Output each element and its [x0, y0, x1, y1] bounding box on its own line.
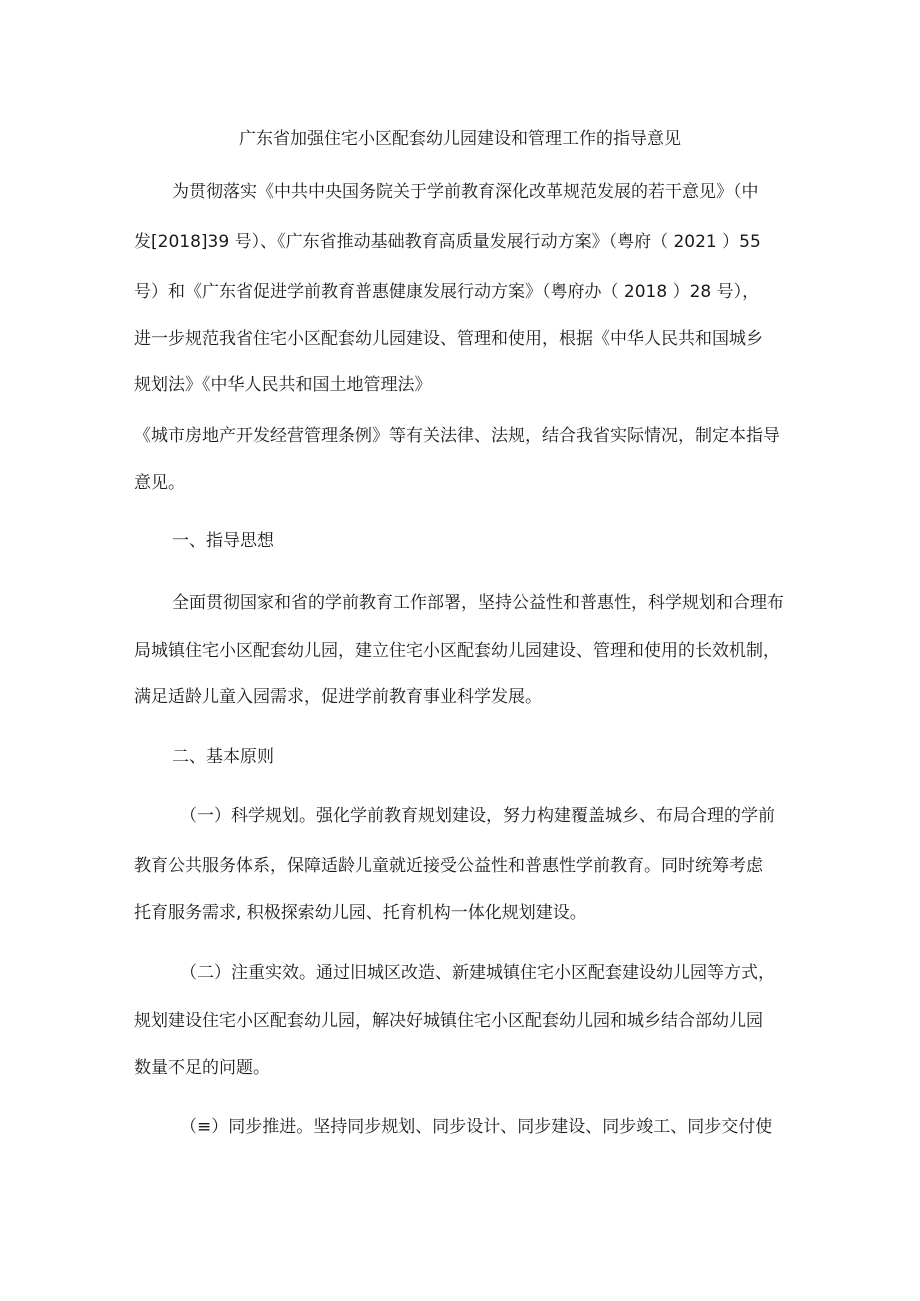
section1-line-1: 全面贯彻国家和省的学前教育工作部署，坚持公益性和普惠性，科学规划和合理布 [172, 593, 784, 613]
principle-2-line-1: （二）注重实效。通过旧城区改造、新建城镇住宅小区配套建设幼儿园等方式， [180, 963, 775, 983]
intro-line-2: 发[2018]39 号）、《广东省推动基础教育高质量发展行动方案》（粤府（ 2021 ）55 [134, 232, 761, 252]
intro-line-1: 为贯彻落实《中共中央国务院关于学前教育深化改革规范发展的若干意见》（中 [172, 182, 759, 202]
intro-line-5: 规划法》《中华人民共和国土地管理法》 [134, 375, 432, 395]
section-heading-guiding-ideology: 一、指导思想 [172, 531, 274, 551]
principle-1-line-3: 托育服务需求, 积极探索幼儿园、托育机构一体化规划建设。 [134, 903, 587, 923]
intro-line-6: 《城市房地产开发经营管理条例》等有关法律、法规，结合我省实际情况，制定本指导 [134, 426, 780, 446]
intro-line-7: 意见。 [134, 473, 185, 493]
intro-line-4: 进一步规范我省住宅小区配套幼儿园建设、管理和使用，根据《中华人民共和国城乡 [134, 329, 763, 349]
principle-1-line-2: 教育公共服务体系，保障适龄儿童就近接受公益性和普惠性学前教育。同时统筹考虑 [134, 856, 763, 876]
principle-2-line-3: 数量不足的问题。 [134, 1058, 270, 1078]
section-heading-basic-principles: 二、基本原则 [172, 747, 274, 767]
principle-3-line-1: （≡）同步推进。坚持同步规划、同步设计、同步建设、同步竣工、同步交付使 [180, 1117, 773, 1137]
intro-line-3: 号）和《广东省促进学前教育普惠健康发展行动方案》（粤府办（ 2018 ）28 号）， [134, 282, 760, 302]
section1-line-2: 局城镇住宅小区配套幼儿园，建立住宅小区配套幼儿园建设、管理和使用的长效机制， [134, 641, 780, 661]
principle-2-line-2: 规划建设住宅小区配套幼儿园，解决好城镇住宅小区配套幼儿园和城乡结合部幼儿园 [134, 1011, 763, 1031]
document-title: 广东省加强住宅小区配套幼儿园建设和管理工作的指导意见 [239, 129, 681, 149]
principle-1-line-1: （一）科学规划。强化学前教育规划建设，努力构建覆盖城乡、布局合理的学前 [180, 806, 775, 826]
section1-line-3: 满足适龄儿童入园需求，促进学前教育事业科学发展。 [134, 687, 542, 707]
